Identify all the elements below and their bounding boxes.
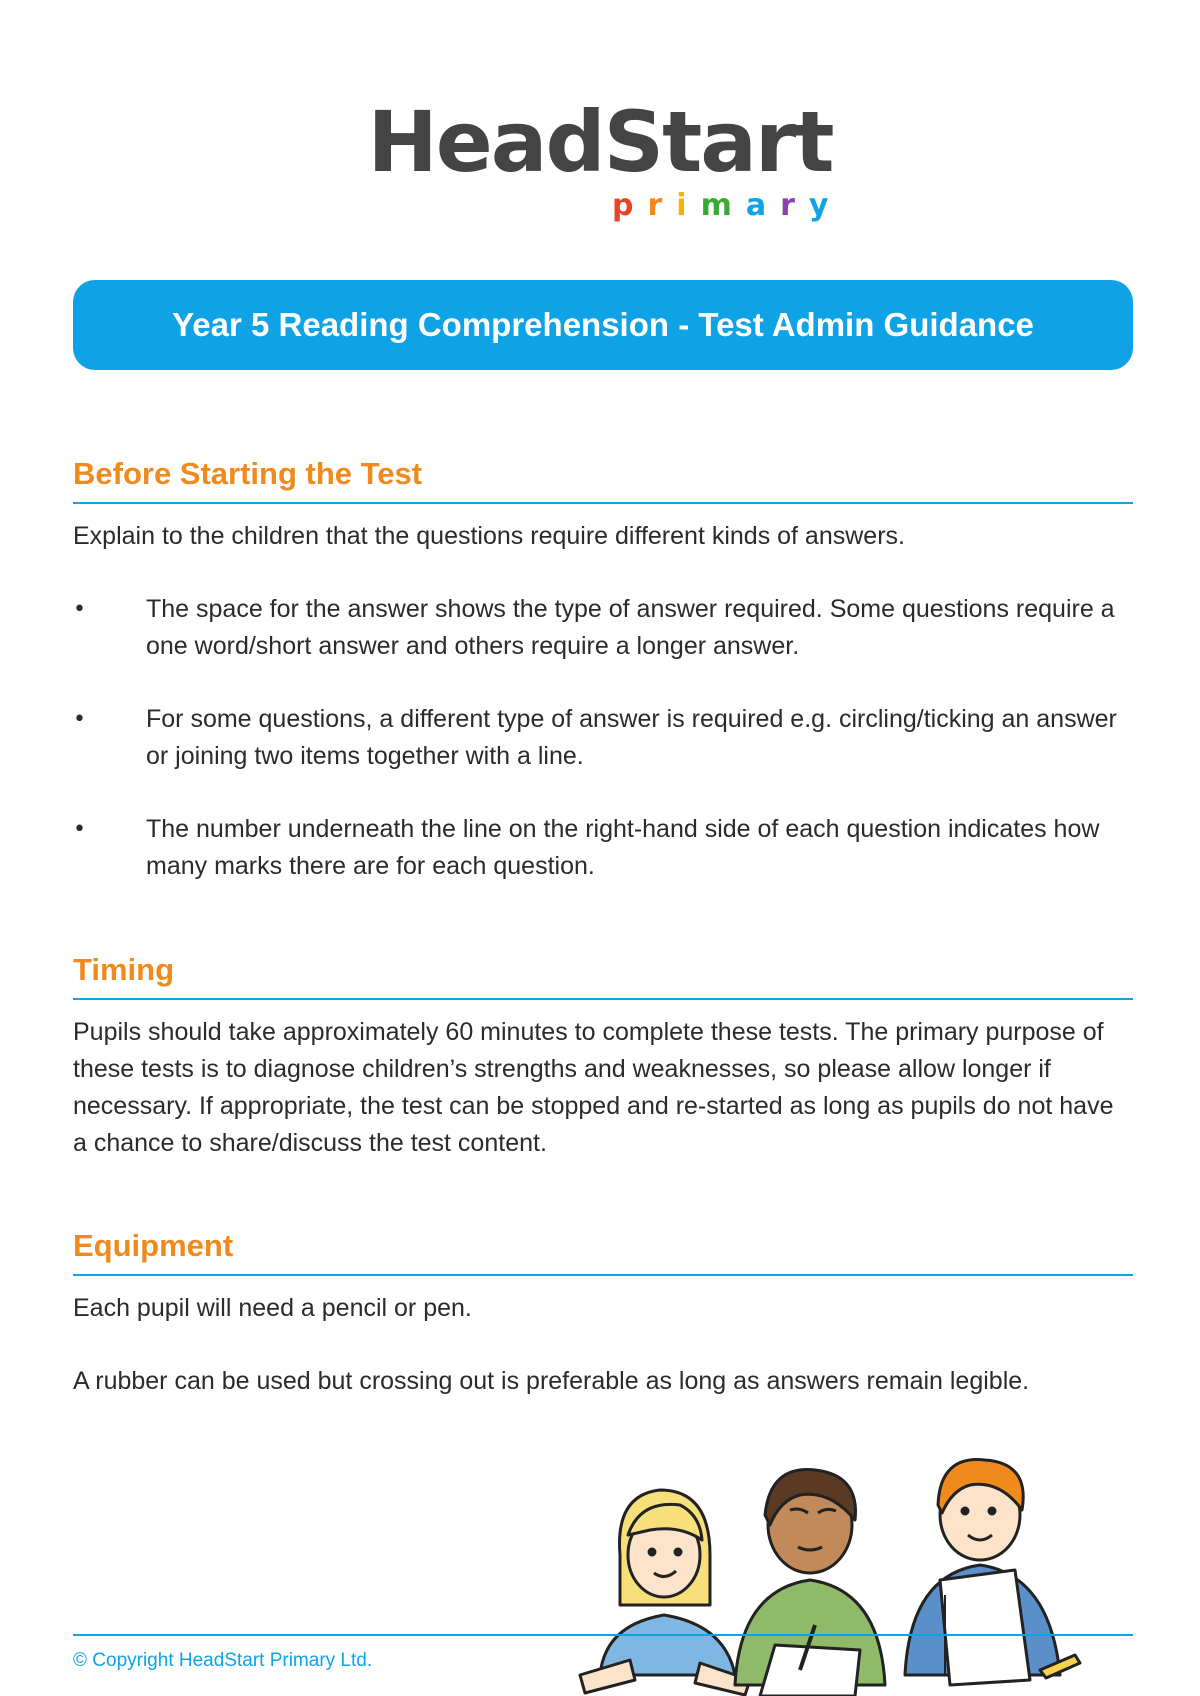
logo-letter: a	[745, 188, 781, 223]
girl-figure	[580, 1490, 750, 1695]
logo-letter: p	[612, 188, 648, 223]
timing-paragraph: Pupils should take approximately 60 minutes to complete these tests. The primary purpose of these tests is to diagnose children’s strengths and weaknesses, so please allow longer if necessary. If appropriate, the test can be stopped and re-started as long as pupils do not have a chance to share/discuss the test content.	[73, 1018, 1114, 1157]
logo-letter: i	[676, 188, 701, 223]
boy-figure-writing	[735, 1470, 885, 1696]
boy-figure-reading	[905, 1460, 1080, 1685]
section-equipment	[73, 1228, 1133, 1400]
section-timing	[73, 952, 1133, 1162]
brand-logo	[0, 93, 1200, 223]
logo-letter: m	[700, 188, 746, 223]
bullet-text: The number underneath the line on the right-hand side of each question indicates how many marks there are for each question.	[146, 815, 1100, 880]
bullet-list	[73, 591, 1133, 885]
logo-letter: r	[647, 188, 677, 223]
logo-subtitle	[612, 188, 842, 223]
copyright-text: © Copyright HeadStart Primary Ltd.	[73, 1650, 373, 1671]
bullet-icon: •	[73, 707, 86, 732]
section-heading: Equipment	[73, 1228, 1133, 1276]
bullet-icon: •	[73, 597, 86, 622]
section-heading: Timing	[73, 952, 1133, 1000]
list-item	[73, 701, 1133, 775]
equipment-paragraph: A rubber can be used but crossing out is preferable as long as answers remain legible.	[73, 1367, 1030, 1395]
equipment-paragraph: Each pupil will need a pencil or pen.	[73, 1294, 472, 1322]
footer-divider	[73, 1634, 1133, 1636]
bullet-text: For some questions, a different type of answer is required e.g. circling/ticking an answer or joining two items together with a line.	[146, 705, 1117, 770]
section-heading: Before Starting the Test	[73, 456, 1133, 504]
logo-letter: y	[808, 188, 843, 223]
list-item	[73, 811, 1133, 885]
page-title: Year 5 Reading Comprehension - Test Admin Guidance	[172, 306, 1034, 343]
bullet-text: The space for the answer shows the type of answer required. Some questions require a one word/short answer and others require a longer answer.	[146, 595, 1115, 660]
bullet-icon: •	[73, 817, 86, 842]
list-item	[73, 591, 1133, 665]
children-illustration	[560, 1455, 1100, 1696]
logo-wordmark: HeadStart	[367, 93, 833, 191]
title-banner	[73, 280, 1133, 370]
section-before-starting	[73, 456, 1133, 885]
logo-letter: r	[780, 188, 809, 223]
intro-paragraph: Explain to the children that the questions require different kinds of answers.	[73, 522, 905, 550]
